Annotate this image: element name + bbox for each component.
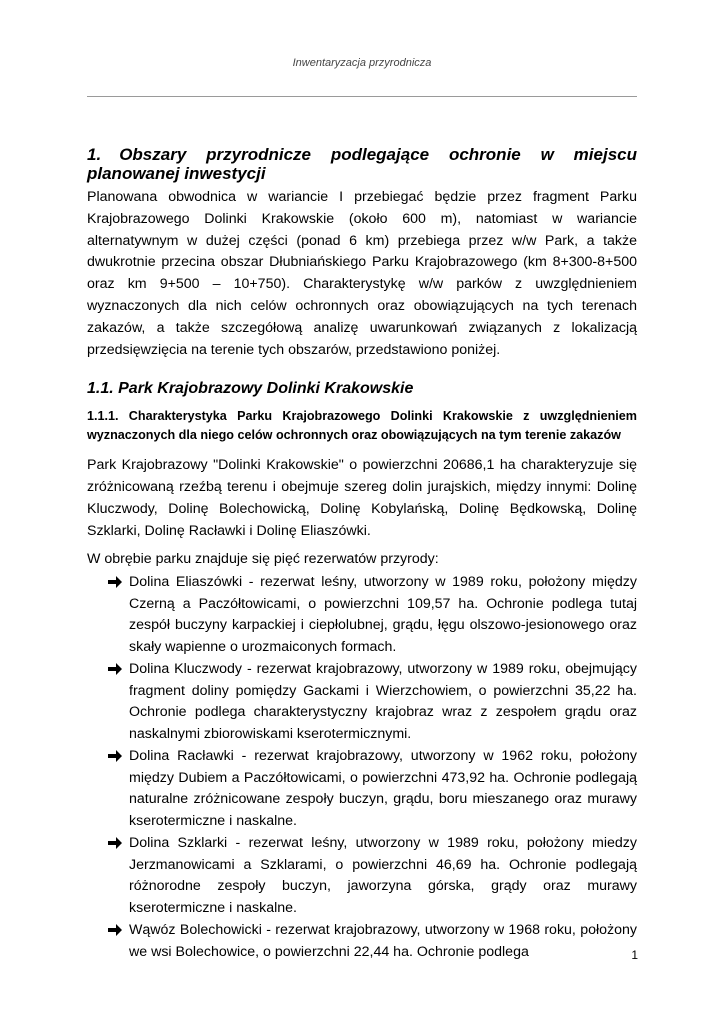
arrow-bullet-icon [107,922,123,938]
arrow-bullet-icon [107,661,123,677]
list-item [87,833,637,919]
arrow-bullet-icon [107,835,123,851]
arrow-bullet-icon [107,574,123,590]
section-heading-1-1-1: 1.1.1. Charakterystyka Parku Krajobrazowego Dolinki Krakowskie z uwzględnieniem wyznaczonych dla niego celów ochronnych oraz obowiązujących na tym terenie zakazów [87,409,637,443]
list-item [87,746,637,832]
list-item [87,572,637,658]
reserve-text: Wąwóz Bolechowicki - rezerwat krajobrazowy, utworzony w 1968 roku, położony we wsi Bolechowice, o powierzchni 22,44 ha. Ochronie podlega [129,922,637,960]
reserves-intro-paragraph: W obrębie parku znajduje się pięć rezerwatów przyrody: [87,550,439,567]
arrow-bullet-icon [107,748,123,764]
reserve-text: Dolina Racławki - rezerwat krajobrazowy, utworzony w 1962 roku, położony między Dubiem a Paczółtowicami, o powierzchni 473,92 ha. Ochronie podlegają naturalne zróżnicowane zespoły buczyn, grądu, boru mieszanego oraz murawy kserotermiczne i naskalne. [129,748,637,829]
section-1-paragraph: Planowana obwodnica w wariancie I przebiegać będzie przez fragment Parku Krajobrazowego Dolinki Krakowskie (około 600 m), natomiast w wariancie alternatywnym w dużej części (ponad 6 km) przebiega przez w/w Park, a także dwukrotnie przecina obszar Dłubniańskiego Parku Krajobrazowego (km 8+300-8+500 oraz km 9+500 – 10+750). Charakterystykę w/w parków z uwzględnieniem wyznaczonych dla nich celów ochronnych oraz obowiązujących na tych terenach zakazów, a także szczegółową analizę uwarunkowań związanych z lokalizacją przedsięwzięcia na terenie tych obszarów, przedstawiono poniżej. [87,189,637,358]
document-body [87,145,637,964]
park-description-paragraph: Park Krajobrazowy "Dolinki Krakowskie" o powierzchni 20686,1 ha charakteryzuje się zróżnicowaną rzeźbą terenu i obejmuje szereg dolin jurajskich, między innymi: Dolinę Kluczwody, Dolinę Bolechowicką, Dolinę Kobylańską, Dolinę Będkowską, Dolinę Szklarki, Dolinę Racławki i Dolinę Eliaszówki. [87,457,637,539]
section-heading-1 [87,145,637,183]
page-number: 1 [631,948,638,962]
running-header: Inwentaryzacja przyrodnicza [292,57,432,69]
list-item [87,920,637,963]
reserves-list [87,572,637,963]
list-item [87,659,637,745]
reserve-text: Dolina Szklarki - rezerwat leśny, utworzony w 1989 roku, położony miedzy Jerzmanowicami a Szklarami, o powierzchni 46,69 ha. Ochronie podlegają różnorodne zespoły buczyn, jaworzyna górska, grądy oraz murawy kserotermiczne i naskalne. [129,835,637,916]
reserve-text: Dolina Kluczwody - rezerwat krajobrazowy, utworzony w 1989 roku, obejmujący fragment doliny pomiędzy Gackami i Wierzchowiem, o powierzchni 35,22 ha. Ochronie podlega charakterystyczny krajobraz wraz z zespołem grądu oraz naskalnymi zbiorowiskami kserotermicznymi. [129,661,637,742]
section-title: Obszary przyrodnicze podlegające ochronie w miejscu planowanej inwestycji [87,145,637,183]
section-number: 1. [87,145,102,164]
header-rule [87,96,637,97]
section-heading-1-1: 1.1. Park Krajobrazowy Dolinki Krakowskie [87,380,414,398]
reserve-text: Dolina Eliaszówki - rezerwat leśny, utworzony w 1989 roku, położony między Czerną a Paczółtowicami, o powierzchni 109,57 ha. Ochronie podlega tutaj zespół buczyny karpackiej i ciepłolubnej, grądu, łęgu olszowo-jesionowego oraz skały wapienne o urozmaiconych formach. [129,574,637,655]
